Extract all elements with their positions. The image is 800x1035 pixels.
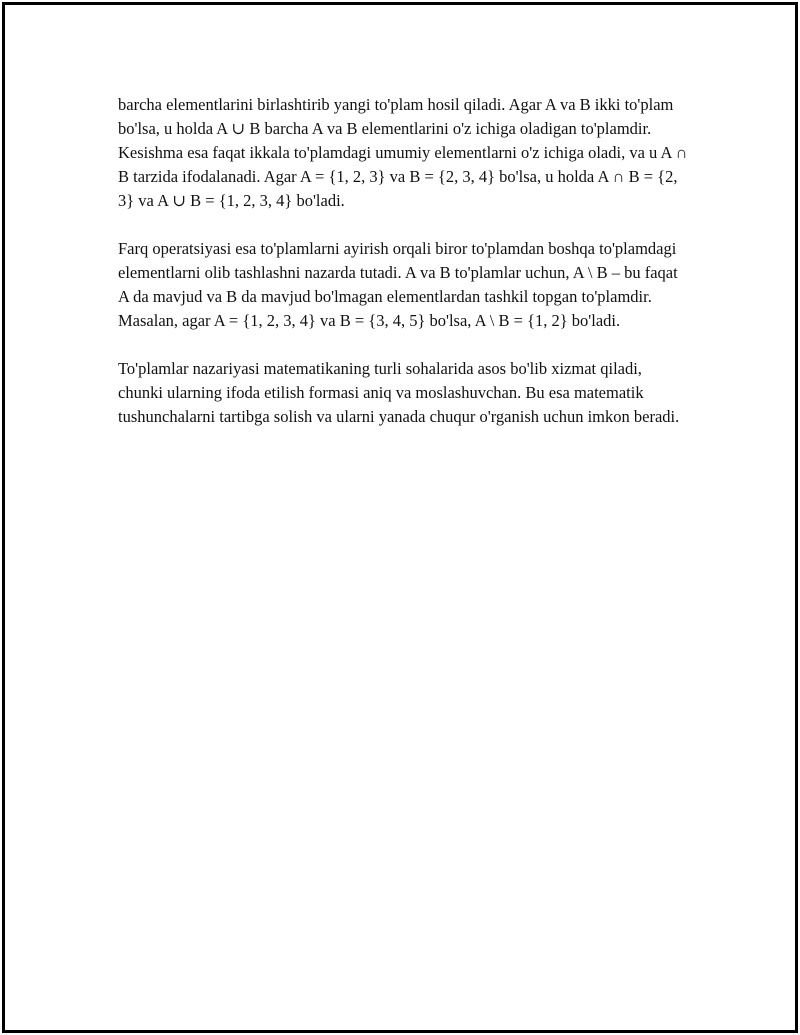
paragraph-difference-operation: Farq operatsiyasi esa to'plamlarni ayirish orqali biror to'plamdan boshqa to'plamdagi elementlarni olib tashlashni nazarda tutadi. A va B to'plamlar uchun, A \ B – bu faqat A da mavjud va B da mavjud bo'lmagan elementlardan tashkil topgan to'plamdir. Masalan, agar A = {1, 2, 3, 4} va B = {3, 4, 5} bo'lsa, A \ B = {1, 2} bo'ladi. [118,239,678,330]
paragraph-set-operations: barcha elementlarini birlashtirib yangi to'plam hosil qiladi. Agar A va B ikki to'plam bo'lsa, u holda A ∪ B barcha A va B elementlarini o'z ichiga oladigan to'plamdir. Kesishma esa faqat ikkala to'plamdagi umumiy elementlarni o'z ichiga oladi, va u A ∩ B tarzida ifodalanadi. Agar A = {1, 2, 3} va B = {2, 3, 4} bo'lsa, u holda A ∩ B = {2, 3} va A ∪ B = {1, 2, 3, 4} bo'ladi. [118,95,688,210]
document-body [118,93,688,453]
paragraph-set-theory-importance: To'plamlar nazariyasi matematikaning turli sohalarida asos bo'lib xizmat qiladi, chunki ularning ifoda etilish formasi aniq va moslashuvchan. Bu esa matematik tushunchalarni tartibga solish va ularni yanada chuqur o'rganish uchun imkon beradi. [118,359,680,426]
